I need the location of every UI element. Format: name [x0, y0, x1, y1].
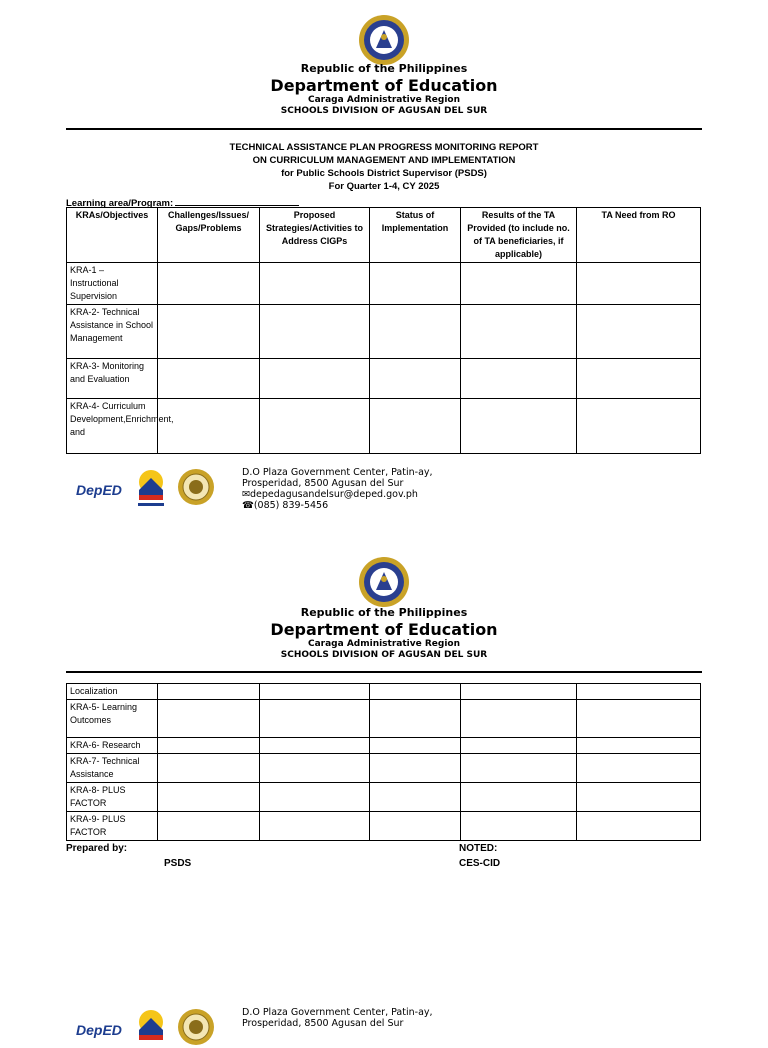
table-cell[interactable]: [158, 783, 260, 812]
table-cell[interactable]: [461, 700, 577, 738]
monitoring-table-page1: [66, 207, 701, 454]
table-cell[interactable]: [577, 738, 701, 754]
table-cell[interactable]: [577, 399, 701, 454]
deped-logo-text: DepED: [76, 1022, 122, 1038]
kra-label: KRA-3- Monitoring and Evaluation: [67, 359, 158, 399]
header-divider: [66, 128, 702, 130]
kra-label: [67, 399, 174, 454]
deped-logo: [76, 482, 122, 498]
monitoring-table-page2: [66, 683, 701, 841]
noted-label: NOTED:: [459, 843, 498, 854]
office-address-block: [242, 467, 433, 511]
table-cell[interactable]: [158, 359, 260, 399]
table-row: [67, 684, 701, 700]
table-cell[interactable]: [461, 399, 577, 454]
table-cell[interactable]: [461, 754, 577, 783]
office-address-block: [242, 1007, 433, 1029]
prepared-by-label: Prepared by:: [66, 843, 128, 854]
deped-seal-icon: [358, 556, 410, 608]
envelope-icon: ✉: [242, 489, 250, 500]
table-cell[interactable]: [370, 305, 461, 359]
table-cell[interactable]: [461, 359, 577, 399]
kra-label-text: KRA-4- Curriculum Development,Enrichment, and: [70, 401, 174, 437]
header-ta-need: TA Need from RO: [577, 208, 701, 263]
report-title-line2: ON CURRICULUM MANAGEMENT AND IMPLEMENTATION: [252, 155, 516, 166]
table-cell[interactable]: [461, 812, 577, 841]
table-cell[interactable]: [370, 738, 461, 754]
republic-heading: Republic of the Philippines: [300, 606, 468, 619]
bagong-pilipinas-logo-icon: [134, 1008, 168, 1048]
report-title-line1: TECHNICAL ASSISTANCE PLAN PROGRESS MONITORING REPORT: [229, 142, 539, 153]
table-row: [67, 700, 701, 738]
table-cell[interactable]: [260, 305, 370, 359]
division-heading: SCHOOLS DIVISION OF AGUSAN DEL SUR: [280, 650, 488, 660]
header-results: Results of the TA Provided (to include no. of TA beneficiaries, if applicable): [461, 208, 577, 263]
table-row: [67, 812, 701, 841]
table-cell[interactable]: [461, 684, 577, 700]
table-row: [67, 738, 701, 754]
table-cell[interactable]: [461, 263, 577, 305]
kra-label: KRA-7- Technical Assistance: [67, 754, 158, 783]
table-header-row: [67, 208, 701, 263]
republic-heading: Republic of the Philippines: [300, 62, 468, 75]
kra-label: KRA-6- Research: [67, 738, 158, 754]
learning-area-label: Learning area/Program:: [66, 198, 174, 209]
table-cell[interactable]: [260, 263, 370, 305]
noted-role: CES-CID: [459, 858, 501, 869]
header-status: Status of Implementation: [370, 208, 461, 263]
deped-seal-icon: [358, 14, 410, 66]
table-cell[interactable]: [158, 738, 260, 754]
email-text[interactable]: depedagusandelsur@deped.gov.ph: [249, 489, 418, 500]
telephone-icon: ☎: [242, 500, 254, 511]
learning-area-blank[interactable]: [175, 196, 299, 206]
address-line1: D.O Plaza Government Center, Patin-ay,: [242, 1007, 433, 1018]
table-cell[interactable]: [461, 305, 577, 359]
kra-label: KRA-5- Learning Outcomes: [67, 700, 158, 738]
address-line2: Prosperidad, 8500 Agusan del Sur: [242, 1018, 404, 1029]
deped-logo-text: DepED: [76, 482, 122, 498]
table-cell[interactable]: [370, 700, 461, 738]
table-cell[interactable]: [158, 263, 260, 305]
division-heading: SCHOOLS DIVISION OF AGUSAN DEL SUR: [280, 106, 488, 116]
table-row: [67, 399, 701, 454]
address-line1: D.O Plaza Government Center, Patin-ay,: [242, 467, 433, 478]
table-cell[interactable]: [577, 754, 701, 783]
table-cell[interactable]: [260, 812, 370, 841]
email-line: [242, 489, 433, 500]
table-cell[interactable]: [370, 783, 461, 812]
table-cell[interactable]: [260, 399, 370, 454]
prepared-by-role: PSDS: [164, 858, 192, 869]
table-cell[interactable]: [577, 359, 701, 399]
table-cell[interactable]: [370, 263, 461, 305]
kra-label: KRA-9- PLUS FACTOR: [67, 812, 158, 841]
table-cell[interactable]: [260, 700, 370, 738]
table-cell[interactable]: [158, 684, 260, 700]
department-heading: Department of Education: [270, 620, 498, 639]
region-heading: Caraga Administrative Region: [307, 95, 460, 105]
kra-label: KRA-2- Technical Assistance in School Management: [67, 305, 158, 359]
table-cell[interactable]: [577, 700, 701, 738]
table-cell[interactable]: [370, 684, 461, 700]
table-cell[interactable]: [461, 783, 577, 812]
table-row: [67, 783, 701, 812]
report-title-line4: For Quarter 1-4, CY 2025: [328, 181, 440, 192]
table-cell[interactable]: [158, 754, 260, 783]
department-heading: Department of Education: [270, 76, 498, 95]
table-cell[interactable]: [260, 783, 370, 812]
division-seal-icon: [177, 468, 215, 506]
table-cell[interactable]: [577, 812, 701, 841]
deped-logo: [76, 1022, 122, 1038]
header-kras: KRAs/Objectives: [67, 208, 158, 263]
document-page-2: [0, 540, 768, 1038]
table-row: [67, 263, 701, 305]
table-cell[interactable]: [158, 305, 260, 359]
header-challenges: Challenges/Issues/ Gaps/Problems: [158, 208, 260, 263]
kra-label: Localization: [67, 684, 158, 700]
table-cell[interactable]: [260, 684, 370, 700]
table-cell[interactable]: [577, 305, 701, 359]
table-cell[interactable]: [158, 399, 260, 454]
table-cell[interactable]: [370, 359, 461, 399]
table-row: [67, 305, 701, 359]
table-cell[interactable]: [370, 812, 461, 841]
table-cell[interactable]: [158, 700, 260, 738]
table-cell[interactable]: [370, 399, 461, 454]
kra-label: KRA-8- PLUS FACTOR: [67, 783, 158, 812]
table-cell[interactable]: [577, 783, 701, 812]
bagong-pilipinas-logo-icon: [134, 468, 168, 508]
division-seal-icon: [177, 1008, 215, 1046]
table-cell[interactable]: [260, 754, 370, 783]
table-cell[interactable]: [158, 812, 260, 841]
table-cell[interactable]: [461, 738, 577, 754]
table-cell[interactable]: [260, 359, 370, 399]
kra-label: KRA-1 – Instructional Supervision: [67, 263, 158, 305]
header-divider: [66, 671, 702, 673]
table-row: [67, 359, 701, 399]
table-cell[interactable]: [370, 754, 461, 783]
header-strategies: Proposed Strategies/Activities to Address CIGPs: [260, 208, 370, 263]
table-row: [67, 754, 701, 783]
table-cell[interactable]: [577, 684, 701, 700]
address-line2: Prosperidad, 8500 Agusan del Sur: [242, 478, 404, 489]
report-title-line3: for Public Schools District Supervisor (PSDS): [281, 168, 487, 179]
region-heading: Caraga Administrative Region: [307, 639, 460, 649]
phone-line: [242, 500, 433, 511]
table-cell[interactable]: [260, 738, 370, 754]
phone-text: (085) 839-5456: [253, 500, 329, 511]
table-cell[interactable]: [577, 263, 701, 305]
